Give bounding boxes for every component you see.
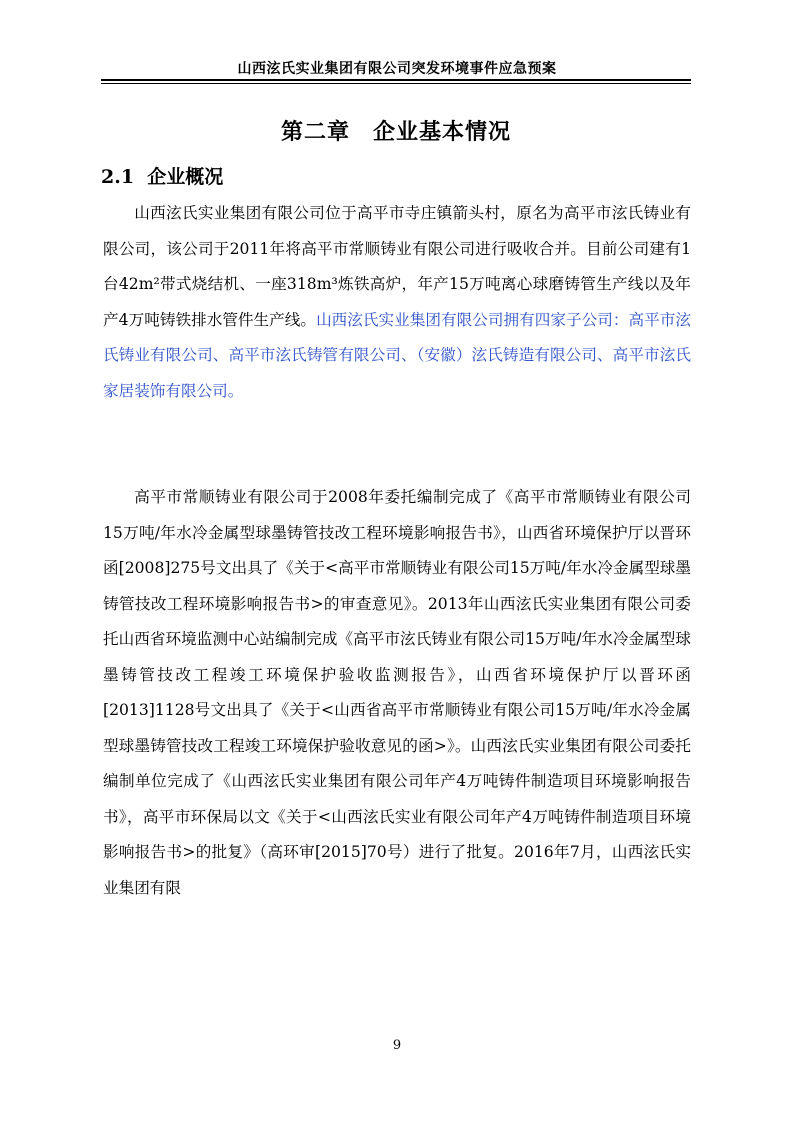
paragraph-environmental-history: 高平市常顺铸业有限公司于2008年委托编制完成了《高平市常顺铸业有限公司15万吨/年水冷金属型球墨铸管技改工程环境影响报告书》，山西省环境保护厅以晋环函[2008]275号文出具了《关于<高平市常顺铸业有限公司15万吨/年水冷金属型球墨铸管技改工程环境影响报告书>的审查意见》。2013年山西泫氏实业集团有限公司委托山西省环境监测中心站编制完成《高平市泫氏铸业有限公司15万吨/年水冷金属型球墨铸管技改工程竣工环境保护验收监测报告》，山西省环境保护厅以晋环函[2013]1128号文出具了《关于<山西省高平市常顺铸业有限公司15万吨/年水冷金属型球墨铸管技改工程竣工环境保护验收意见的函>》。山西泫氏实业集团有限公司委托编制单位完成了《山西泫氏实业集团有限公司年产4万吨铸件制造项目环境影响报告书》，高平市环保局以文《关于<山西泫氏实业有限公司年产4万吨铸件制造项目环境影响报告书>的批复》（高环审[2015]70号）进行了批复。2016年7月，山西泫氏实业集团有限 xyxy=(103,488,691,897)
paragraph-text: 山西泫氏实业集团有限公司位于高平市寺庄镇箭头村，原名为高平市泫氏铸业有限公司，该公司于2011年将高平市常顺铸业有限公司进行吸收合并。目前公司建有1台42m²带式烧结机、一座318m³炼铁高炉，年产15万吨离心球磨铸管生产线以及年产4万吨铸铁排水管件生产线。 xyxy=(103,204,691,329)
paragraph-company-overview xyxy=(103,196,691,409)
highlighted-text-subsidiaries: 山西泫氏实业集团有限公司拥有四家子公司：高平市泫氏铸业有限公司、高平市泫氏铸管有限公司、（安徽）泫氏铸造有限公司、高平市泫氏家居装饰有限公司。 xyxy=(103,310,691,400)
section-heading: 2.1 企业概况 xyxy=(101,166,224,188)
page-number: 9 xyxy=(392,1038,402,1053)
running-header: 山西泫氏实业集团有限公司突发环境事件应急预案 xyxy=(237,61,557,77)
header-rule xyxy=(101,79,691,81)
header-rule-secondary xyxy=(101,83,691,84)
chapter-title: 第二章 企业基本情况 xyxy=(280,119,511,145)
